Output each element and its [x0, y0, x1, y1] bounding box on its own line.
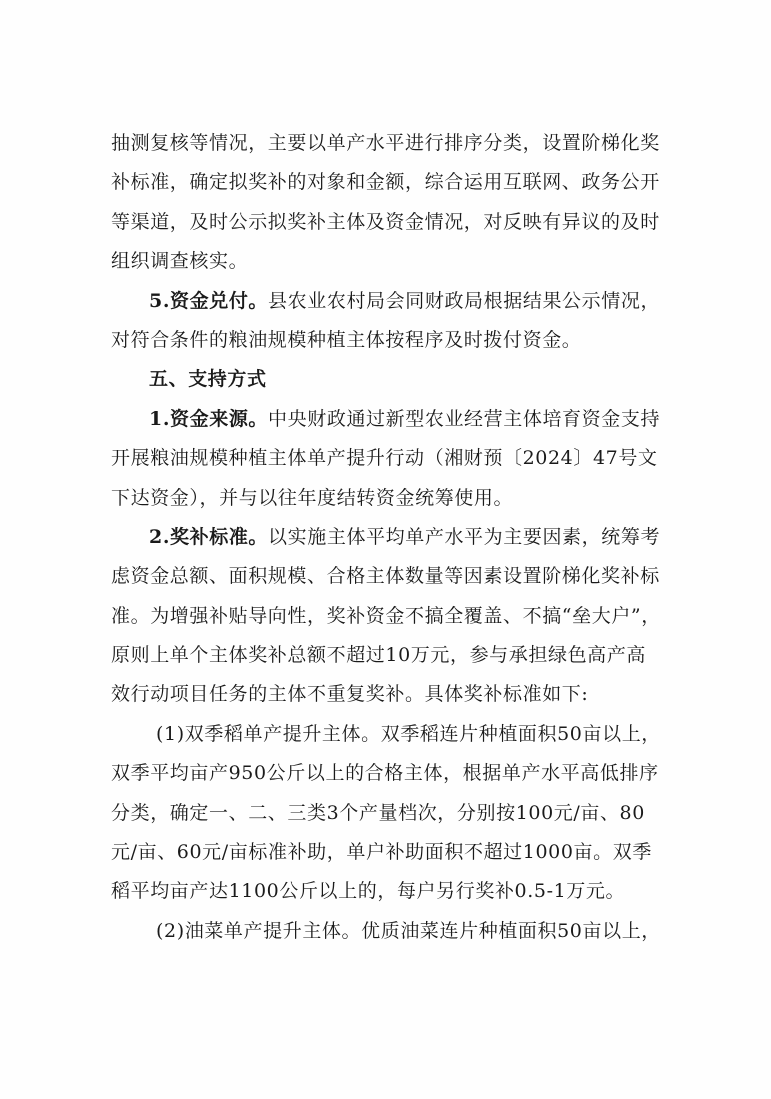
line-text: 分类，确定一、二、三类3个产量档次，分别按100元/亩、80: [111, 801, 645, 824]
line-text: 补标准，确定拟奖补的对象和金额，综合运用互联网、政务公开: [111, 171, 660, 194]
line-text: 元/亩、60元/亩标准补助，单户补助面积不超过1000亩。双季: [111, 841, 652, 864]
line-text: 原则上单个主体奖补总额不超过10万元，参与承担绿色高产高: [111, 644, 646, 667]
paragraph-line: [111, 479, 701, 518]
line-text: 县农业农村局会同财政局根据结果公示情况，: [268, 289, 661, 312]
line-text: 组织调查核实。: [111, 250, 249, 273]
line-text: 等渠道，及时公示拟奖补主体及资金情况，对反映有异议的及时: [111, 210, 660, 233]
line-text: 中央财政通过新型农业经营主体培育资金支持: [268, 407, 661, 430]
line-text: 下达资金），并与以往年度结转资金统筹使用。: [111, 486, 514, 509]
subitem-text: (1)双季稻单产提升主体。双季稻连片种植面积50亩以上，: [156, 722, 661, 745]
line-text: 抽测复核等情况，主要以单产水平进行排序分类，设置阶梯化奖: [111, 132, 660, 154]
paragraph-line: [111, 321, 701, 360]
paragraph-line: [111, 794, 701, 833]
section-lead: 2.奖补标准。: [149, 525, 269, 548]
paragraph-line: [111, 282, 701, 321]
line-text: 准。为增强补贴导向性，奖补资金不搞全覆盖、不搞“垒大户”，: [111, 604, 661, 627]
line-text: 虑资金总额、面积规模、合格主体数量等因素设置阶梯化奖补标: [111, 565, 660, 588]
heading-text: 五、支持方式: [149, 368, 267, 391]
paragraph-line: [111, 872, 701, 911]
line-text: 双季平均亩产950公斤以上的合格主体，根据单产水平高低排序: [111, 762, 659, 785]
paragraph-line: [111, 439, 701, 478]
document-body: [111, 124, 701, 951]
line-text: 开展粮油规模种植主体单产提升行动（湘财预〔2024〕47号文: [111, 447, 658, 470]
paragraph-line: [111, 754, 701, 793]
line-text: 对符合条件的粮油规模种植主体按程序及时拨付资金。: [111, 328, 582, 351]
paragraph-line: [111, 715, 701, 754]
section-lead: 5.资金兑付。: [149, 289, 269, 312]
line-text: 以实施主体平均单产水平为主要因素，统筹考: [268, 525, 661, 548]
paragraph-line: [111, 242, 701, 281]
paragraph-line: [111, 203, 701, 242]
subitem-text: (2)油菜单产提升主体。优质油菜连片种植面积50亩以上，: [156, 919, 661, 942]
section-lead: 1.资金来源。: [149, 407, 269, 430]
paragraph-line: [111, 675, 701, 714]
paragraph-line: [111, 518, 701, 557]
paragraph-line: [111, 912, 701, 951]
paragraph-line: [111, 400, 701, 439]
paragraph-line: [111, 163, 701, 202]
section-heading: [111, 360, 701, 399]
paragraph-line: [111, 557, 701, 596]
line-text: 效行动项目任务的主体不重复奖补。具体奖补标准如下:: [111, 683, 589, 706]
line-text: 稻平均亩产达1100公斤以上的，每户另行奖补0.5-1万元。: [111, 880, 626, 903]
paragraph-line: [111, 833, 701, 872]
paragraph-line: [111, 636, 701, 675]
paragraph-line: [111, 124, 701, 163]
paragraph-line: [111, 597, 701, 636]
